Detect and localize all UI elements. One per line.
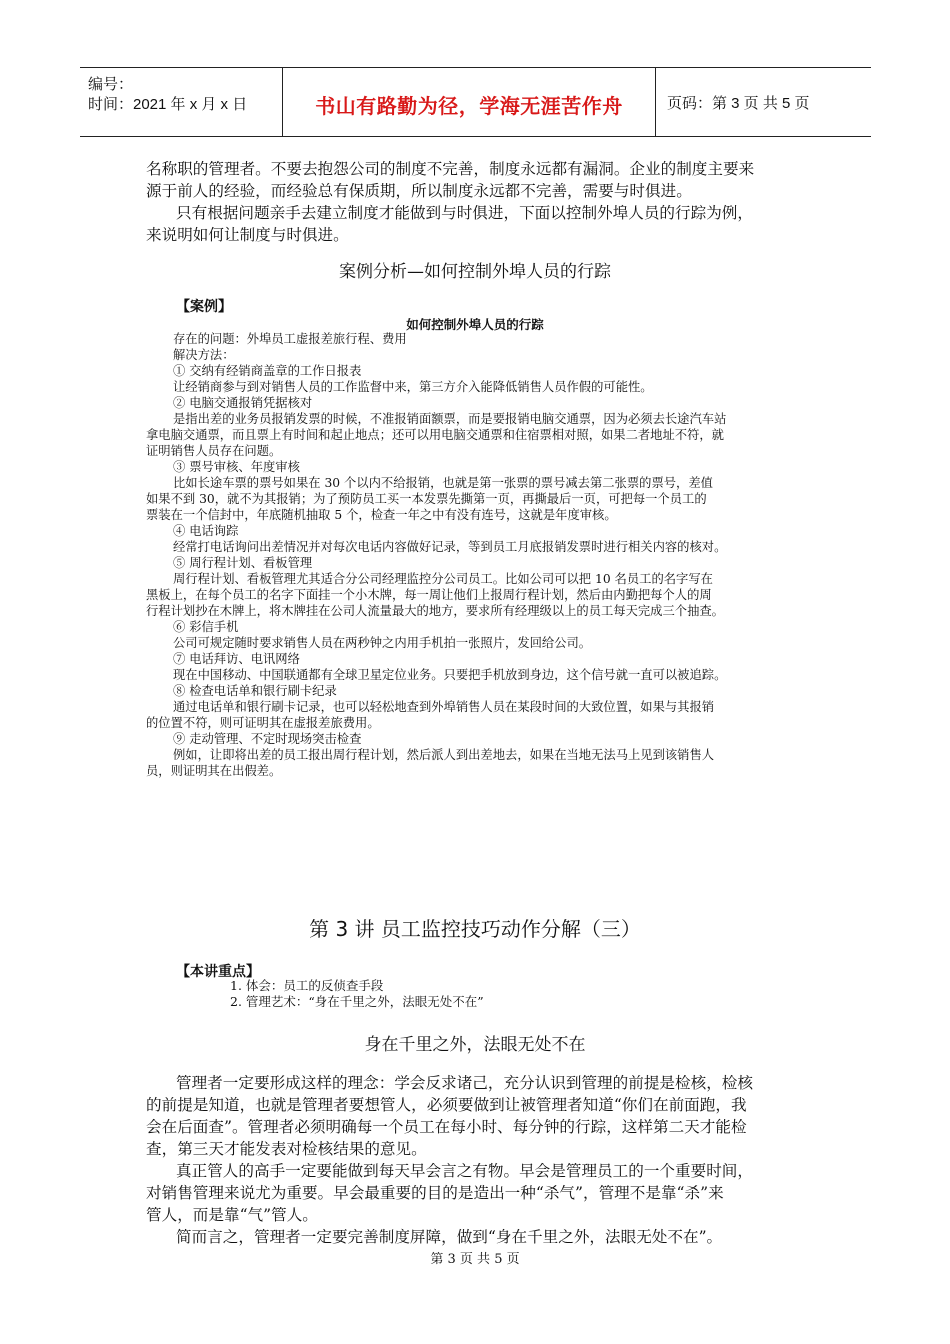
intro-line: 来说明如何让制度与时俱进。 (146, 226, 349, 244)
case-line: 行程计划抄在木牌上，将木牌挂在公司人流量最大的地方，要求所有经理级以上的员工每天完成三个抽查。 (146, 604, 724, 618)
case-line: 比如长途车票的票号如果在 30 个以内不给报销，也就是第一张票的票号减去第二张票的票号，差值 (173, 476, 713, 490)
case-line: 证明销售人员存在问题。 (146, 444, 282, 458)
page-header (80, 67, 871, 137)
case-line: ⑦ 电话拜访、电讯网络 (173, 652, 300, 666)
case-line: ⑨ 走动管理、不定时现场突击检查 (173, 732, 362, 746)
case-line: ① 交纳有经销商盖章的工作日报表 (173, 364, 362, 378)
section-title: 身在千里之外，法眼无处不在 (364, 1035, 586, 1055)
case-line: 拿电脑交通票，而且票上有时间和起止地点；还可以用电脑交通票和住宿票相对照，如果二者地址不符，就 (146, 428, 724, 442)
para-line: 会在后面查”。管理者必须明确每一个员工在每小时、每分钟的行踪，这样第二天才能检 (146, 1118, 747, 1136)
case-line: 黑板上，在每个员工的名字下面挂一个小木牌，每一周让他们上报周行程计划，然后由内勤把每个人的周 (146, 588, 712, 602)
key-point-item: 2. 管理艺术：“身在千里之外，法眼无处不在” (230, 994, 484, 1009)
case-line: ④ 电话询踪 (173, 524, 239, 538)
page-footer: 第 3 页 共 5 页 (430, 1252, 520, 1267)
para-line: 查，第三天才能发表对检核结果的意见。 (146, 1140, 427, 1158)
case-line: 员，则证明其在出假差。 (146, 764, 282, 778)
case-line: 经常打电话询问出差情况并对每次电话内容做好记录，等到员工月底报销发票时进行相关内容的核对。 (173, 540, 727, 554)
case-line: 如果不到 30，就不为其报销；为了预防员工买一本发票先撕第一页，再撕最后一页，可把每一个员工的 (146, 492, 707, 506)
lecture-title: 第 3 讲 员工监控技巧动作分解（三） (309, 917, 641, 941)
case-line: ③ 票号审核、年度审核 (173, 460, 300, 474)
case-line: ② 电脑交通报销凭据核对 (173, 396, 313, 410)
case-subtitle: 如何控制外埠人员的行踪 (406, 317, 544, 332)
para-line: 对销售管理来说尤为重要。早会最重要的目的是造出一种“杀气”，管理不是靠“杀”来 (146, 1184, 724, 1202)
case-line: 现在中国移动、中国联通都有全球卫星定位业务。只要把手机放到身边，这个信号就一直可以被追踪。 (173, 668, 727, 682)
header-motto-cell (283, 68, 656, 136)
key-points-label: 【本讲重点】 (176, 964, 260, 980)
case-line: 让经销商参与到对销售人员的工作监督中来，第三方介入能降低销售人员作假的可能性。 (173, 380, 653, 394)
case-line: 公司可规定随时要求销售人员在两秒钟之内用手机拍一张照片，发回给公司。 (173, 636, 592, 650)
para-line: 管人，而是靠“气”管人。 (146, 1206, 318, 1224)
para-line: 的前提是知道，也就是管理者要想管人，必须要做到让被管理者知道“你们在前面跑，我 (146, 1096, 747, 1114)
case-line: ⑥ 彩信手机 (173, 620, 239, 634)
case-line: 是指出差的业务员报销发票的时候，不准报销面额票，而是要报销电脑交通票，因为必须去长途汽车站 (173, 412, 727, 426)
case-line: 例如，让即将出差的员工报出周行程计划，然后派人到出差地去，如果在当地无法马上见到该销售人 (173, 748, 715, 762)
key-point-item: 1. 体会：员工的反侦查手段 (230, 978, 384, 993)
code-label: 编号： (88, 76, 134, 93)
case-line: 解决方法： (173, 348, 235, 362)
case-line: 周行程计划、看板管理尤其适合分公司经理监控分公司员工。比如公司可以把 10 名员工的名字写在 (173, 572, 713, 586)
case-line: 票装在一个信封中，年底随机抽取 5 个，检查一年之中有没有连号，这就是年度审核。 (146, 508, 617, 522)
case-line: 的位置不符，则可证明其在虚报差旅费用。 (146, 716, 380, 730)
case-label: 【案例】 (176, 299, 232, 315)
motto: 书山有路勤为径，学海无涯苦作舟 (315, 94, 623, 118)
para-line: 简而言之，管理者一定要完善制度屏障，做到“身在千里之外，法眼无处不在”。 (176, 1228, 723, 1246)
case-heading: 案例分析—如何控制外埠人员的行踪 (339, 262, 611, 282)
case-line: ⑤ 周行程计划、看板管理 (173, 556, 313, 570)
para-line: 管理者一定要形成这样的理念：学会反求诸己，充分认识到管理的前提是检核，检核 (176, 1074, 753, 1092)
para-line: 真正管人的高手一定要能做到每天早会言之有物。早会是管理员工的一个重要时间， (176, 1162, 753, 1180)
case-line: 通过电话单和银行刷卡记录，也可以轻松地查到外埠销售人员在某段时间的大致位置，如果与其报销 (173, 700, 715, 714)
header-page-info: 页码：第 3 页 共 5 页 (667, 95, 810, 112)
intro-line: 名称职的管理者。不要去抱怨公司的制度不完善，制度永远都有漏洞。企业的制度主要来 (146, 160, 755, 178)
intro-line: 源于前人的经验，而经验总有保质期，所以制度永远都不完善，需要与时俱进。 (146, 182, 692, 200)
header-meta (80, 68, 283, 136)
intro-line: 只有根据问题亲手去建立制度才能做到与时俱进，下面以控制外埠人员的行踪为例， (176, 204, 753, 222)
time-label: 时间：2021 年 x 月 x 日 (88, 96, 248, 113)
case-line: ⑧ 检查电话单和银行刷卡纪录 (173, 684, 337, 698)
header-page-cell (657, 68, 871, 136)
case-line: 存在的问题：外埠员工虚报差旅行程、费用 (173, 332, 407, 346)
